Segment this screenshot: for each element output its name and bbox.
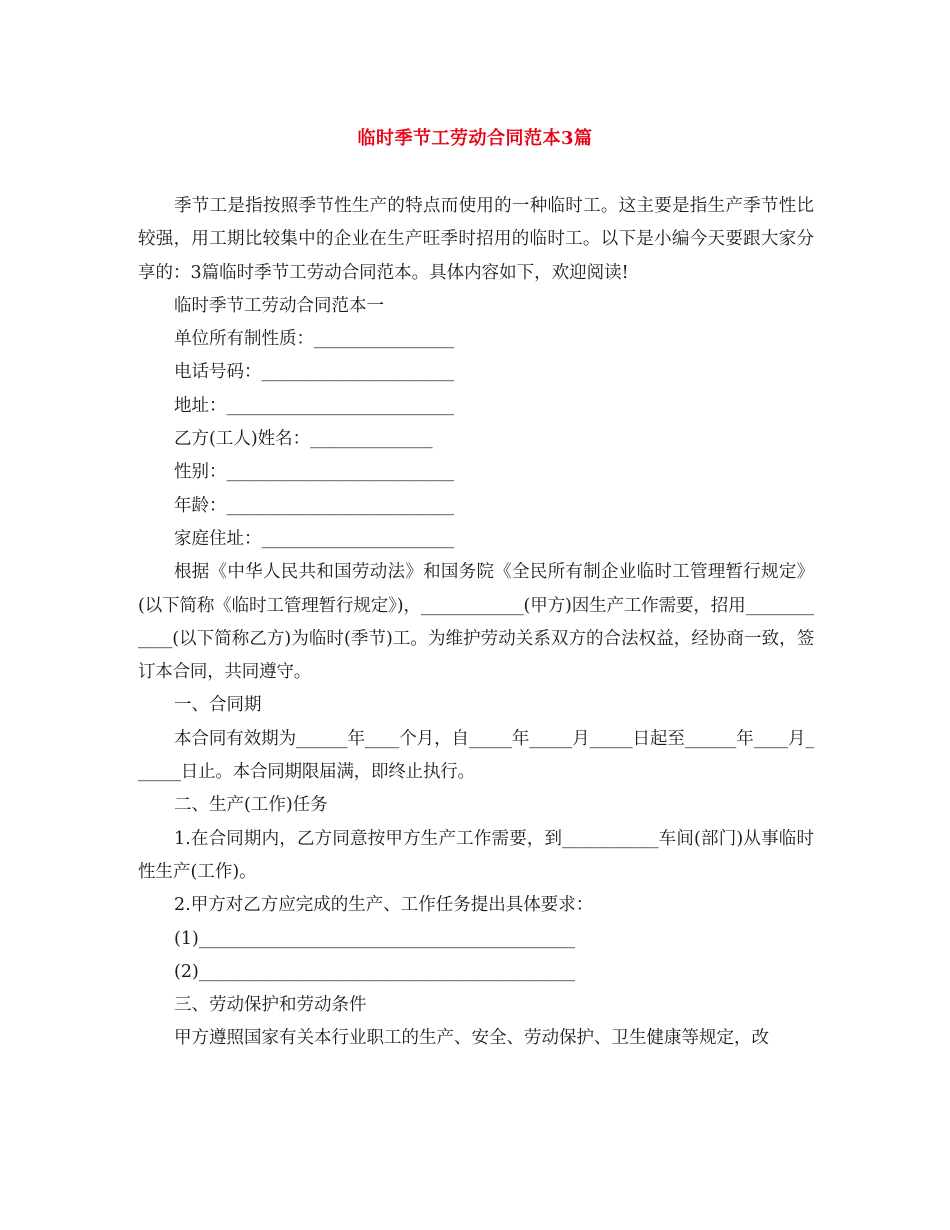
task-requirement-one: (1)___________________________________________	[174, 928, 576, 949]
document-body	[138, 190, 814, 1056]
field-worker-name: 乙方(工人)姓名：______________	[174, 429, 433, 450]
contract-period-paragraph: 本合同有效期为______年____个月，自_____年_____月_____日起至______年____月______日止。本合同期限届满，即终止执行。	[138, 728, 814, 783]
field-gender: 性别：__________________________	[174, 462, 454, 483]
section-heading-contract-period: 一、合同期	[174, 695, 262, 716]
field-address: 地址：__________________________	[174, 395, 454, 416]
field-ownership-nature: 单位所有制性质：________________	[174, 329, 454, 350]
section-heading-labor-protection: 三、劳动保护和劳动条件	[174, 995, 367, 1016]
intro-paragraph: 季节工是指按照季节性生产的特点而使用的一种临时工。这主要是指生产季节性比较强，用工期比较集中的企业在生产旺季时招用的临时工。以下是小编今天要跟大家分享的：3篇临时季节工劳动合同范本。具体内容如下，欢迎阅读!	[138, 196, 814, 283]
labor-protection-paragraph: 甲方遵照国家有关本行业职工的生产、安全、劳动保护、卫生健康等规定，改	[174, 1028, 769, 1049]
task-clause-one: 1.在合同期内，乙方同意按甲方生产工作需要，到___________车间(部门)从事临时性生产(工作)。	[138, 828, 814, 882]
task-requirement-two: (2)___________________________________________	[174, 961, 576, 982]
task-clause-two: 2.甲方对乙方应完成的生产、工作任务提出具体要求：	[174, 895, 594, 916]
legal-basis-paragraph: 根据《中华人民共和国劳动法》和国务院《全民所有制企业临时工管理暂行规定》(以下简称《临时工管理暂行规定》)，____________(甲方)因生产工作需要，招用____________(以下简称乙方)为临时(季节)工。为维护劳动关系双方的合法权益，经协商一致，签订本合同，共同遵守。	[138, 562, 814, 683]
field-age: 年龄：__________________________	[174, 495, 454, 516]
field-home-address: 家庭住址：______________________	[174, 528, 454, 549]
field-phone-number: 电话号码：______________________	[174, 362, 454, 383]
document-title: 临时季节工劳动合同范本3篇	[357, 128, 593, 149]
section-heading-sample-one: 临时季节工劳动合同范本一	[174, 295, 384, 316]
section-heading-production-tasks: 二、生产(工作)任务	[174, 795, 328, 816]
